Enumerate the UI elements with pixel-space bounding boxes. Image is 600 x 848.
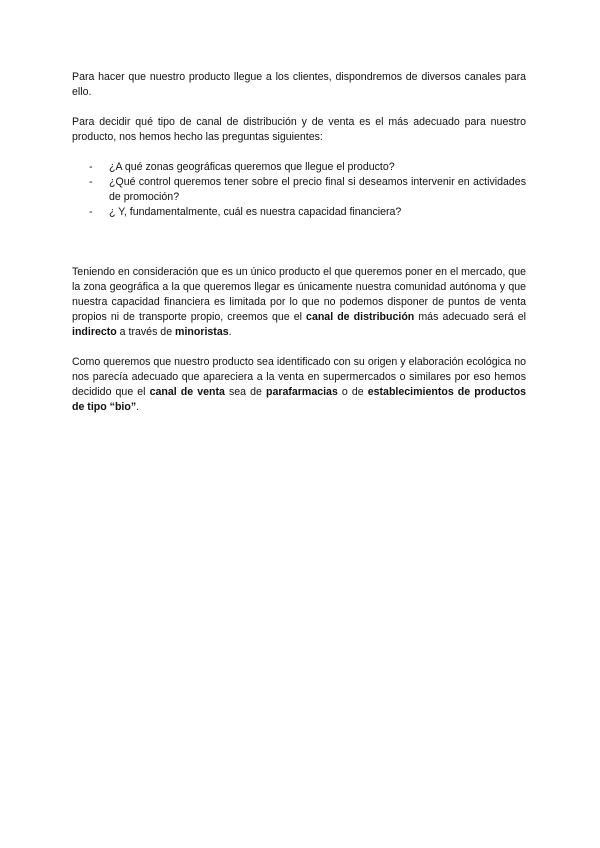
question-text: ¿Qué control queremos tener sobre el precio final si deseamos intervenir en actividades de promoción? — [109, 176, 526, 203]
sales-channel-paragraph — [72, 355, 526, 415]
question-text: ¿ Y, fundamentalmente, cuál es nuestra capacidad financiera? — [109, 206, 402, 218]
list-item — [72, 205, 526, 220]
sales-text: . — [136, 401, 140, 413]
list-item — [72, 160, 526, 175]
sales-emphasis-pharmacies: parafarmacias — [265, 386, 338, 398]
conclusion-text: a través de — [116, 326, 176, 338]
questions-list — [72, 160, 526, 220]
conclusion-text: . — [228, 326, 232, 338]
conclusion-paragraph — [72, 265, 526, 340]
questions-intro-paragraph: Para decidir qué tipo de canal de distribución y de venta es el más adecuado para nuestro producto, nos hemos hecho las preguntas siguientes: — [72, 116, 526, 143]
sales-emphasis-sales-channel: canal de venta — [149, 386, 225, 398]
bullet-dash: - — [89, 161, 93, 173]
conclusion-emphasis-indirect: indirecto — [72, 326, 117, 338]
conclusion-emphasis-distribution-channel: canal de distribución — [306, 311, 415, 323]
document-page — [72, 70, 526, 430]
list-item — [72, 175, 526, 205]
bullet-dash: - — [89, 206, 93, 218]
question-text: ¿A qué zonas geográficas queremos que llegue el producto? — [109, 161, 395, 173]
sales-text: Como queremos que nuestro producto sea identificado con su origen y elaboración ecológica no nos parecía adecuado que apareciera a la venta en supermercados o similares por eso hemos decidido que el — [72, 356, 526, 398]
bullet-dash: - — [89, 176, 93, 188]
conclusion-text: Teniendo en consideración que es un único producto el que queremos poner en el mercado, que la zona geográfica a la que queremos llegar es únicamente nuestra comunidad autónoma y que nuestra capacidad financiera es limitada por lo que no podemos disponer de puntos de venta propios ni de transporte propio, creemos que el — [72, 266, 526, 323]
sales-emphasis-bio-stores: establecimientos de productos de tipo “bio” — [72, 386, 527, 413]
intro-paragraph: Para hacer que nuestro producto llegue a los clientes, dispondremos de diversos canales para ello. — [72, 71, 526, 98]
sales-text: o de — [337, 386, 368, 398]
conclusion-text: más adecuado será el — [414, 311, 527, 323]
sales-text: sea de — [224, 386, 266, 398]
conclusion-emphasis-retailers: minoristas — [175, 326, 229, 338]
